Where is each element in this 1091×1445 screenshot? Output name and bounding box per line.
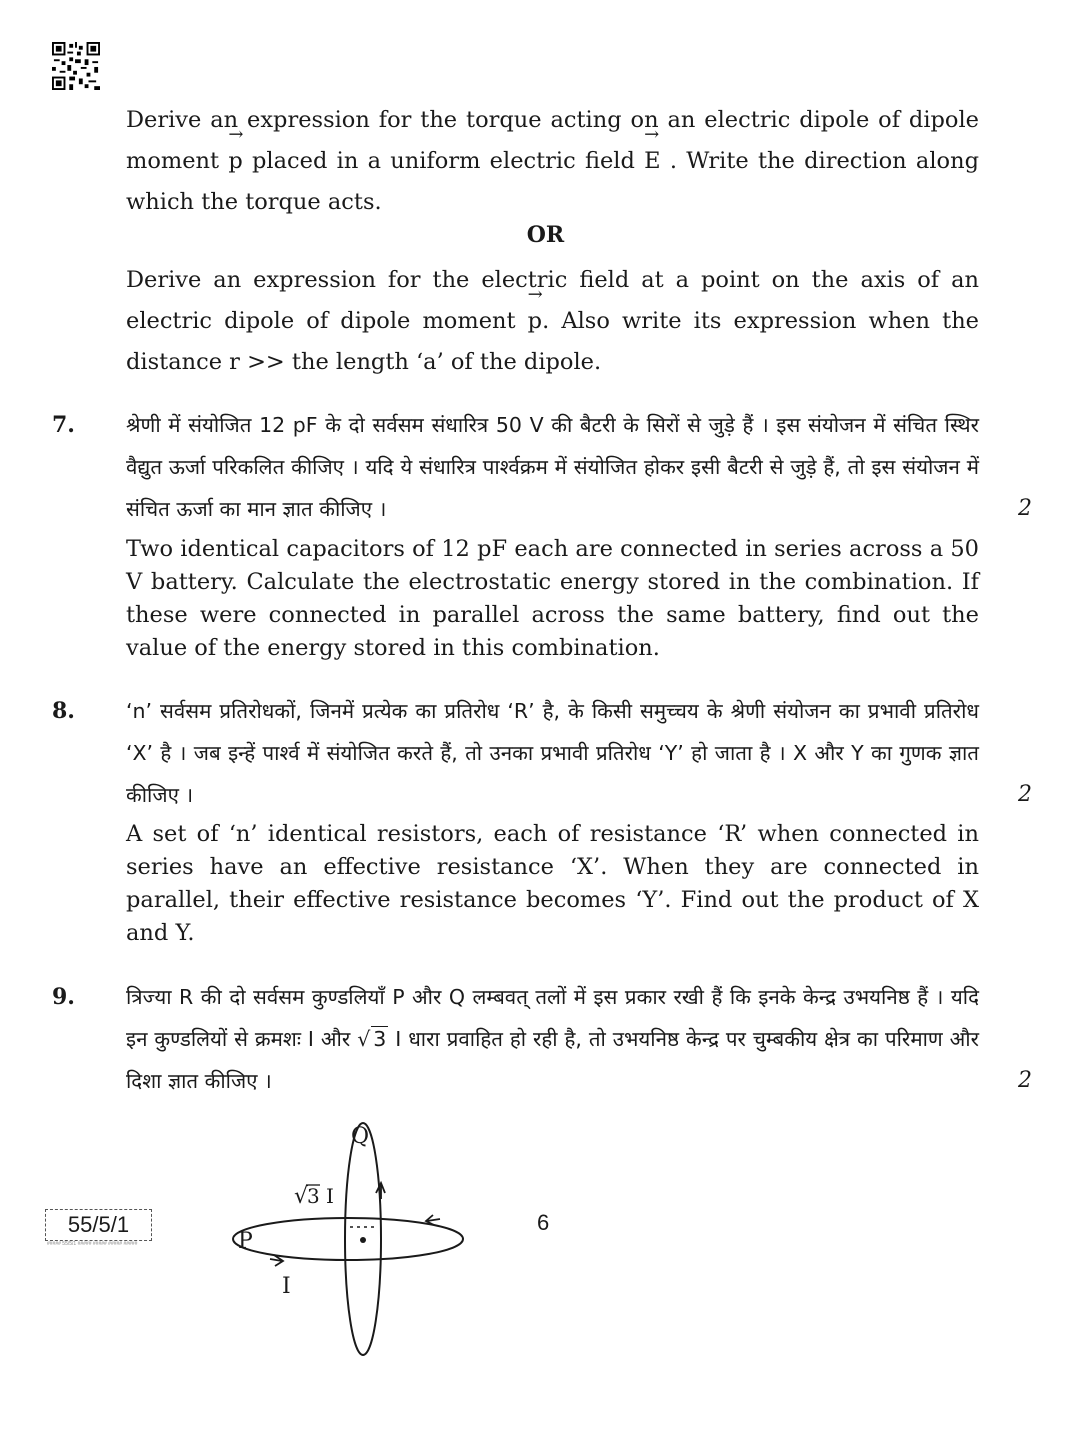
vector-p: → p	[528, 301, 542, 342]
q7-english-text: Two identical capacitors of 12 pF each are connected in series across a 50 V battery. Calculate the electrostatic energy stored in the combination. If these were connected in parallel across the same battery, find out the value of the energy stored in this combination.	[126, 536, 979, 661]
center-dot	[360, 1237, 366, 1243]
current-arrow-q	[376, 1183, 385, 1199]
vector-e: → E	[644, 141, 660, 182]
q9-hindi-text: त्रिज्या R की दो सर्वसम कुण्डलियाँ P और Q लम्बवत् तलों में इस प्रकार रखी हैं कि इनके केन्द्र उभयनिष्ठ हैं । यदि इन कुण्डलियों से क्रमशः I और √ 3 I धारा प्रवाहित हो रही है, तो उभयनिष्ठ केन्द्र पर चुम्बकीय क्षेत्र का परिमाण और दिशा ज्ञात कीजिए ।	[126, 985, 979, 1093]
sqrt-three: 3	[373, 1027, 387, 1051]
question-number: 9.	[52, 984, 75, 1010]
marks: 2	[1018, 1068, 1032, 1093]
label-p: P	[238, 1229, 253, 1254]
or-separator: OR	[526, 222, 565, 248]
question-number: 8.	[52, 698, 75, 724]
label-sqrt3-i: I	[326, 1184, 334, 1208]
coils-diagram	[230, 1115, 490, 1375]
q6-torque-question: Derive an expression for the torque acting on an electric dipole of dipole moment → p placed in a uniform electric field → E . Write the direction along which the torque acts.	[126, 100, 979, 223]
paper-code: 55/5/1	[45, 1209, 152, 1241]
page-number: 6	[537, 1210, 550, 1235]
q6-field-question: Derive an expression for the electric field at a point on the axis of an electric dipole of dipole moment → p. Also write its expression when the distance r >> the length ‘a’ of the dipole.	[126, 260, 979, 383]
label-sqrt3: 3	[307, 1184, 320, 1208]
question-number: 7.	[52, 412, 75, 438]
q8-hindi-text: ‘n’ सर्वसम प्रतिरोधकों, जिनमें प्रत्येक का प्रतिरोध ‘R’ है, के किसी समुच्चय के श्रेणी संयोजन का प्रभावी प्रतिरोध ‘X’ है । जब इन्हें पार्श्व में संयोजित करते हैं, तो उनका प्रभावी प्रतिरोध ‘Y’ हो जाता है । X और Y का गुणक ज्ञात कीजिए ।	[126, 699, 979, 807]
label-i: I	[282, 1274, 291, 1299]
coil-p	[233, 1218, 463, 1260]
footer-tiny-text: ##### 55/5/1 ##### ##### ##### #####	[47, 1241, 138, 1247]
qr-code	[52, 42, 100, 90]
marks: 2	[1018, 782, 1032, 807]
q7-hindi-text: श्रेणी में संयोजित 12 pF के दो सर्वसम संधारित्र 50 V की बैटरी के सिरों से जुड़े हैं । इस संयोजन में संचित स्थिर वैद्युत ऊर्जा परिकलित कीजिए । यदि ये संधारित्र पार्श्वक्रम में संयोजित होकर इसी बैटरी से जुड़े हैं, तो इस संयोजन में संचित ऊर्जा का मान ज्ञात कीजिए ।	[126, 413, 979, 521]
vector-p: → p	[228, 141, 242, 182]
marks: 2	[1018, 496, 1032, 521]
label-q: Q	[351, 1124, 370, 1149]
svg-text:√: √	[294, 1184, 309, 1209]
q8-english-text: A set of ‘n’ identical resistors, each of resistance ‘R’ when connected in series have an effective resistance ‘X’. When they are connected in parallel, their effective resistance becomes ‘Y’. Find out the product of X and Y.	[126, 821, 979, 946]
